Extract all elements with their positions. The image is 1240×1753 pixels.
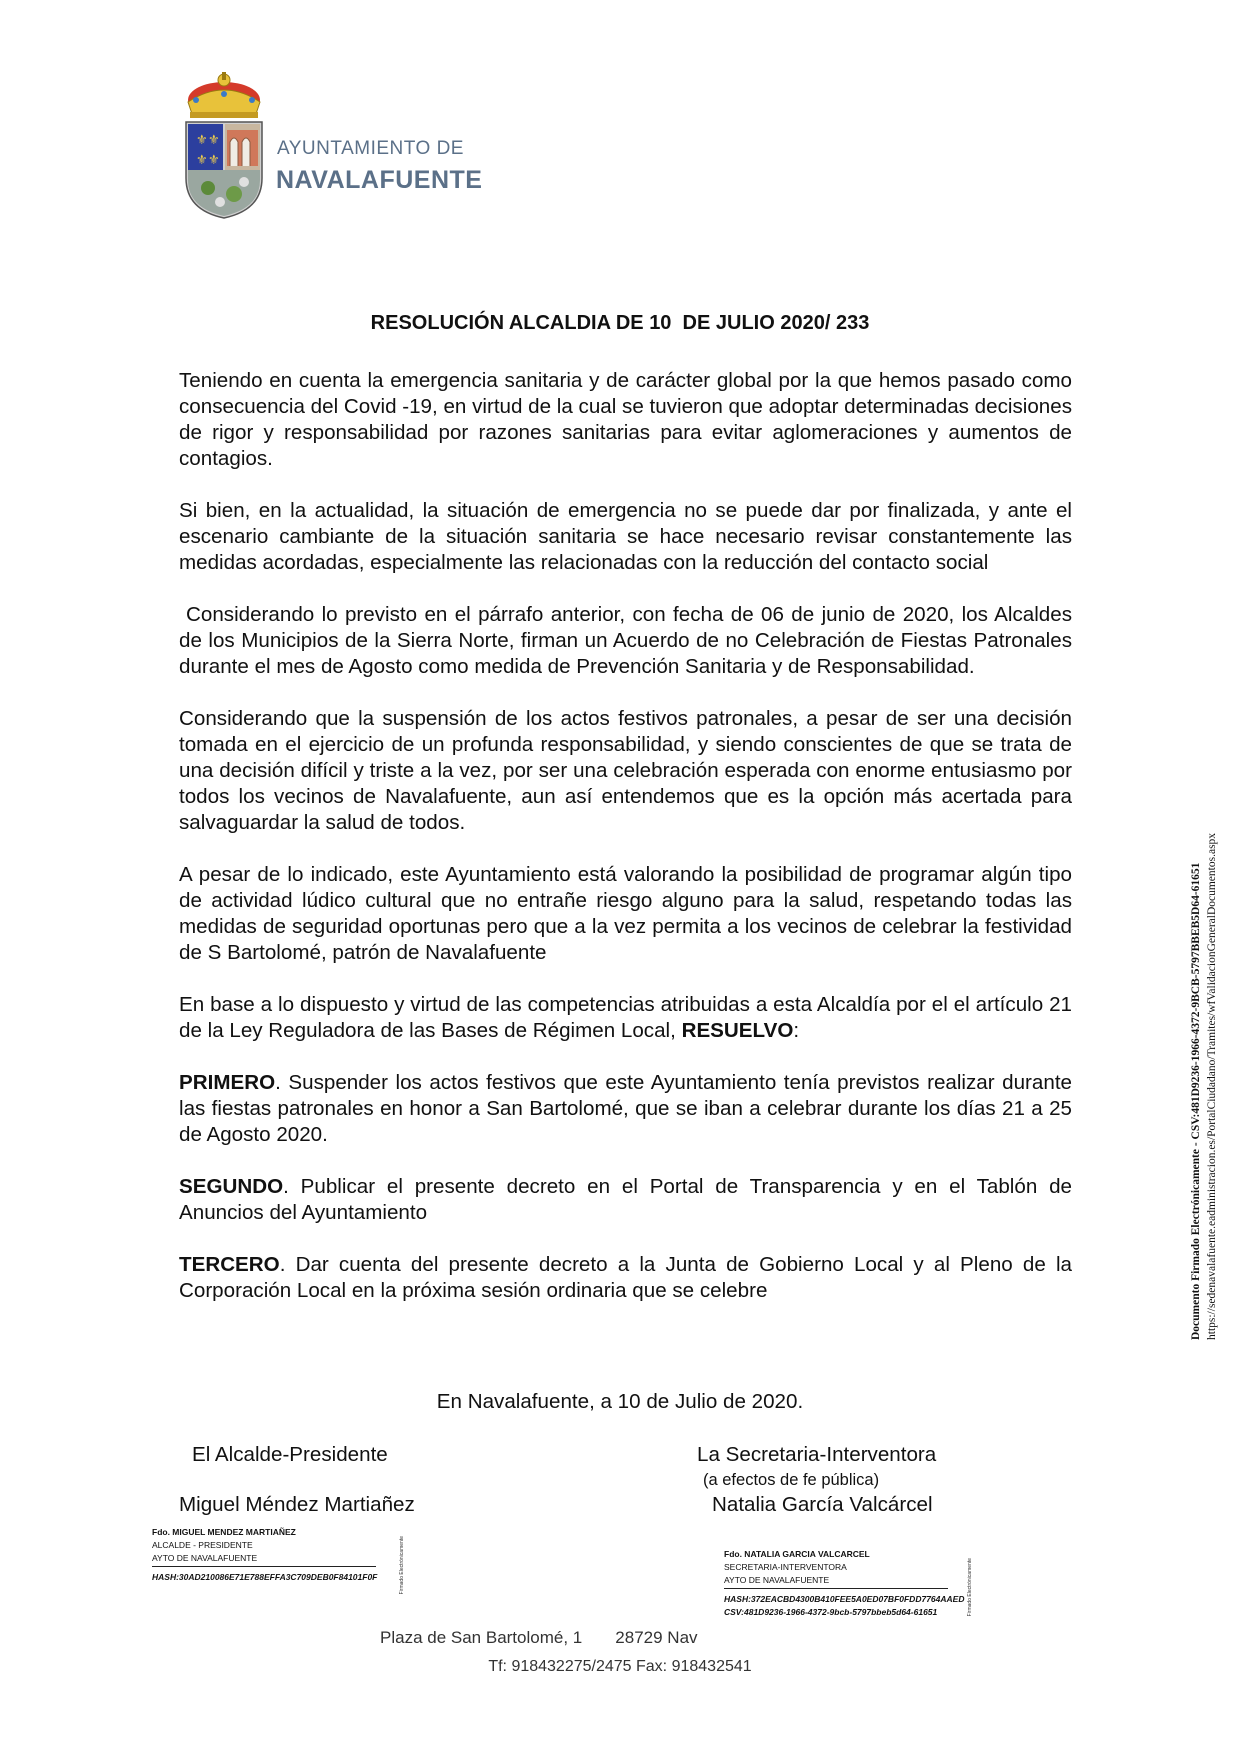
paragraph: A pesar de lo indicado, este Ayuntamiento está valorando la posibilidad de programar algún tipo de actividad lúdico cultural que no entrañe riesgo alguno para la salud, respetando todas las medidas de seguridad oportunas pero que a la vez permita a los vecinos de celebrar la festividad de S Bartolomé, patrón de Navalafuente — [179, 863, 1072, 964]
stamp-csv-line: Documento Firmado Electrónicamente - CSV:481D9236-1966-4372-9BCB-5797BBEB5D64-61651 — [1190, 862, 1202, 1340]
footer-address: Plaza de San Bartolomé, 1 28729 Nav — [380, 1628, 698, 1647]
org-name-line2: NAVALAFUENTE — [276, 166, 483, 194]
document-body — [179, 368, 1072, 1330]
decision-text: . Publicar el presente decreto en el Portal de Transparencia y en el Tablón de Anuncios del Ayuntamiento — [179, 1175, 1072, 1224]
esig-divider — [152, 1566, 376, 1567]
right-signer-role: La Secretaria-Interventora — [697, 1443, 937, 1466]
esig-vertical-label: Firmado Electrónicamente — [967, 1558, 973, 1617]
decision-third — [179, 1252, 1072, 1304]
paragraph: Si bien, en la actualidad, la situación de emergencia no se puede dar por finalizada, y ante el escenario cambiante de la situación sanitaria se hace necesario revisar constantemente las medidas acordadas, especialmente las relacionadas con la reducción del contacto social — [179, 499, 1072, 574]
esig-divider — [724, 1588, 948, 1589]
right-signer-note: (a efectos de fe pública) — [703, 1471, 880, 1489]
esignature-block-left — [152, 1526, 405, 1606]
org-name-line1: AYUNTAMIENTO DE — [277, 138, 464, 159]
electronic-signature-stamp — [1190, 690, 1230, 1340]
esig-entity: AYTO DE NAVALAFUENTE — [724, 1575, 830, 1585]
esig-signer: Fdo. NATALIA GARCIA VALCARCEL — [724, 1549, 870, 1559]
left-signer-name: Miguel Méndez Martiañez — [179, 1493, 415, 1516]
resolve-colon: : — [793, 1019, 800, 1042]
esig-signer: Fdo. MIGUEL MENDEZ MARTIAÑEZ — [152, 1527, 296, 1537]
esig-hash: HASH:30AD210086E71E788EFFA3C709DEB0F84101F0F — [152, 1572, 378, 1582]
esig-vertical-label: Firmado Electrónicamente — [399, 1536, 405, 1595]
decision-first — [179, 1070, 1072, 1148]
esig-hash: HASH:372EACBD4300B410FEE5A0ED07BF0FDD7764AAED — [724, 1594, 965, 1604]
svg-text:⚜: ⚜ — [196, 133, 208, 148]
esig-entity: AYTO DE NAVALAFUENTE — [152, 1553, 258, 1563]
esignature-block-right — [724, 1548, 974, 1638]
esig-role: SECRETARIA-INTERVENTORA — [724, 1562, 847, 1572]
decision-second — [179, 1174, 1072, 1226]
decision-label: TERCERO — [179, 1253, 280, 1276]
decision-text: . Dar cuenta del presente decreto a la Junta de Gobierno Local y al Pleno de la Corporación Local en la próxima sesión ordinaria que se celebre — [179, 1253, 1072, 1302]
place-and-date: En Navalafuente, a 10 de Julio de 2020. — [436, 1390, 804, 1413]
svg-text:⚜: ⚜ — [208, 133, 220, 148]
decision-text: . Suspender los actos festivos que este Ayuntamiento tenía previstos realizar durante las fiestas patronales en honor a San Bartolomé, que se iban a celebrar durante los días 21 a 25 de Agosto 2020. — [179, 1071, 1072, 1146]
decision-label: PRIMERO — [179, 1071, 276, 1094]
left-signer-role: El Alcalde-Presidente — [192, 1443, 388, 1466]
paragraph: Considerando lo previsto en el párrafo anterior, con fecha de 06 de junio de 2020, los Alcaldes de los Municipios de la Sierra Norte, firman un Acuerdo de no Celebración de Fiestas Patronales durante el mes de Agosto como medida de Prevención Sanitaria y de Responsabilidad. — [179, 603, 1072, 678]
resolution-title: RESOLUCIÓN ALCALDIA DE 10 DE JULIO 2020/ 233 — [370, 312, 870, 334]
resolve-text: En base a lo dispuesto y virtud de las competencias atribuidas a esta Alcaldía por el el artículo 21 de la Ley Reguladora de las Bases de Régimen Local, — [179, 993, 1072, 1042]
svg-text:⚜: ⚜ — [196, 153, 208, 168]
resolve-keyword: RESUELVO — [681, 1019, 794, 1042]
paragraph: Considerando que la suspensión de los actos festivos patronales, a pesar de ser una decisión tomada en el ejercicio de un profunda responsabilidad, y siendo conscientes de que se trata de una decisión difícil y triste a la vez, por ser una celebración esperada con enorme entusiasmo por todos los vecinos de Navalafuente, aun así entendemos que es la opción más acertada para salvaguardar la salud de todos. — [179, 707, 1072, 834]
esig-role: ALCALDE - PRESIDENTE — [152, 1540, 253, 1550]
municipal-coat-of-arms — [182, 70, 266, 220]
footer-phone: Tf: 918432275/2475 Fax: 918432541 — [488, 1658, 752, 1675]
stamp-validation-url[interactable]: https://sedenavalafuente.eadministracion.es/PortalCiudadano/Tramites/wfValidacionGeneralDocumentos.aspx — [1206, 832, 1218, 1340]
decision-label: SEGUNDO — [179, 1175, 284, 1198]
paragraph: Teniendo en cuenta la emergencia sanitaria y de carácter global por la que hemos pasado como consecuencia del Covid -19, en virtud de la cual se tuvieron que adoptar determinadas decisiones de rigor y responsabilidad por razones sanitarias para evitar aglomeraciones y aumentos de contagios. — [179, 369, 1072, 470]
resolve-paragraph — [179, 992, 1072, 1044]
svg-text:⚜: ⚜ — [208, 153, 220, 168]
esig-csv: CSV:481D9236-1966-4372-9bcb-5797bbeb5d64-61651 — [724, 1607, 938, 1617]
right-signer-name: Natalia García Valcárcel — [712, 1493, 933, 1516]
